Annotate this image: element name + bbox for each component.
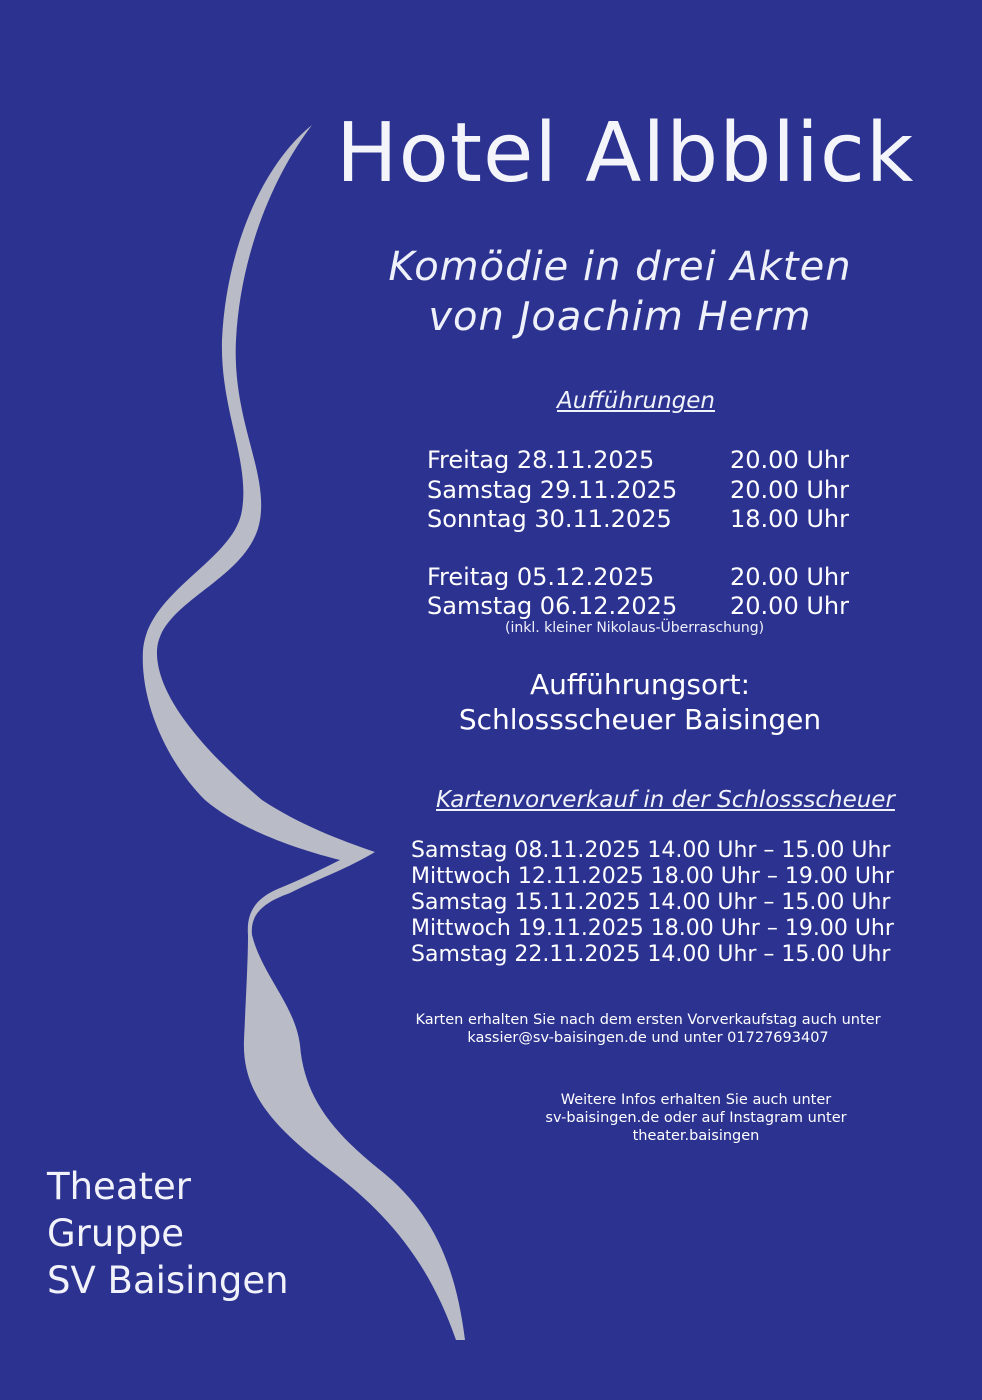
group-name-line-1: Theater <box>47 1165 191 1208</box>
tickets-info-line-1: Karten erhalten Sie nach dem ersten Vorverkaufstag auch unter <box>415 1012 881 1028</box>
performance-row <box>427 445 867 475</box>
poster-title: Hotel Albblick <box>336 106 915 201</box>
venue-name: Schlossscheuer Baisingen <box>458 703 822 736</box>
performance-note: (inkl. kleiner Nikolaus-Überraschung) <box>505 620 765 636</box>
group-name-line-2: Gruppe <box>47 1212 185 1255</box>
more-info-line-1: Weitere Infos erhalten Sie auch unter <box>560 1092 832 1108</box>
subtitle-line-2: von Joachim Herm <box>428 294 812 340</box>
performance-time: 20.00 Uhr <box>730 446 849 474</box>
presale-row: Samstag 08.11.2025 14.00 Uhr – 15.00 Uhr <box>411 838 891 863</box>
performance-time: 18.00 Uhr <box>730 505 849 533</box>
performance-date: Samstag 29.11.2025 <box>427 476 678 504</box>
performance-time: 20.00 Uhr <box>730 476 849 504</box>
performances-heading: Aufführungen <box>557 388 716 414</box>
performance-row <box>427 591 867 621</box>
performance-row <box>427 475 867 505</box>
presale-row: Mittwoch 19.11.2025 18.00 Uhr – 19.00 Uhr <box>411 916 894 941</box>
performance-time: 20.00 Uhr <box>730 563 849 591</box>
presale-heading: Kartenvorverkauf in der Schlossscheuer <box>436 787 895 813</box>
more-info-line-2: sv-baisingen.de oder auf Instagram unter <box>545 1110 847 1126</box>
venue-label: Aufführungsort: <box>529 668 751 701</box>
performance-time: 20.00 Uhr <box>730 592 849 620</box>
tickets-info-line-2: kassier@sv-baisingen.de und unter 01727693407 <box>467 1030 829 1046</box>
performance-date: Freitag 28.11.2025 <box>427 446 655 474</box>
subtitle-line-1: Komödie in drei Akten <box>388 244 852 290</box>
presale-row: Samstag 15.11.2025 14.00 Uhr – 15.00 Uhr <box>411 890 891 915</box>
performance-row <box>427 562 867 592</box>
group-name-line-3: SV Baisingen <box>47 1259 289 1302</box>
performance-date: Samstag 06.12.2025 <box>427 592 678 620</box>
performance-date: Freitag 05.12.2025 <box>427 563 655 591</box>
presale-row: Mittwoch 12.11.2025 18.00 Uhr – 19.00 Uhr <box>411 864 894 889</box>
performance-row <box>427 504 867 534</box>
more-info-line-3: theater.baisingen <box>632 1128 760 1144</box>
performance-date: Sonntag 30.11.2025 <box>427 505 672 533</box>
presale-row: Samstag 22.11.2025 14.00 Uhr – 15.00 Uhr <box>411 942 891 967</box>
